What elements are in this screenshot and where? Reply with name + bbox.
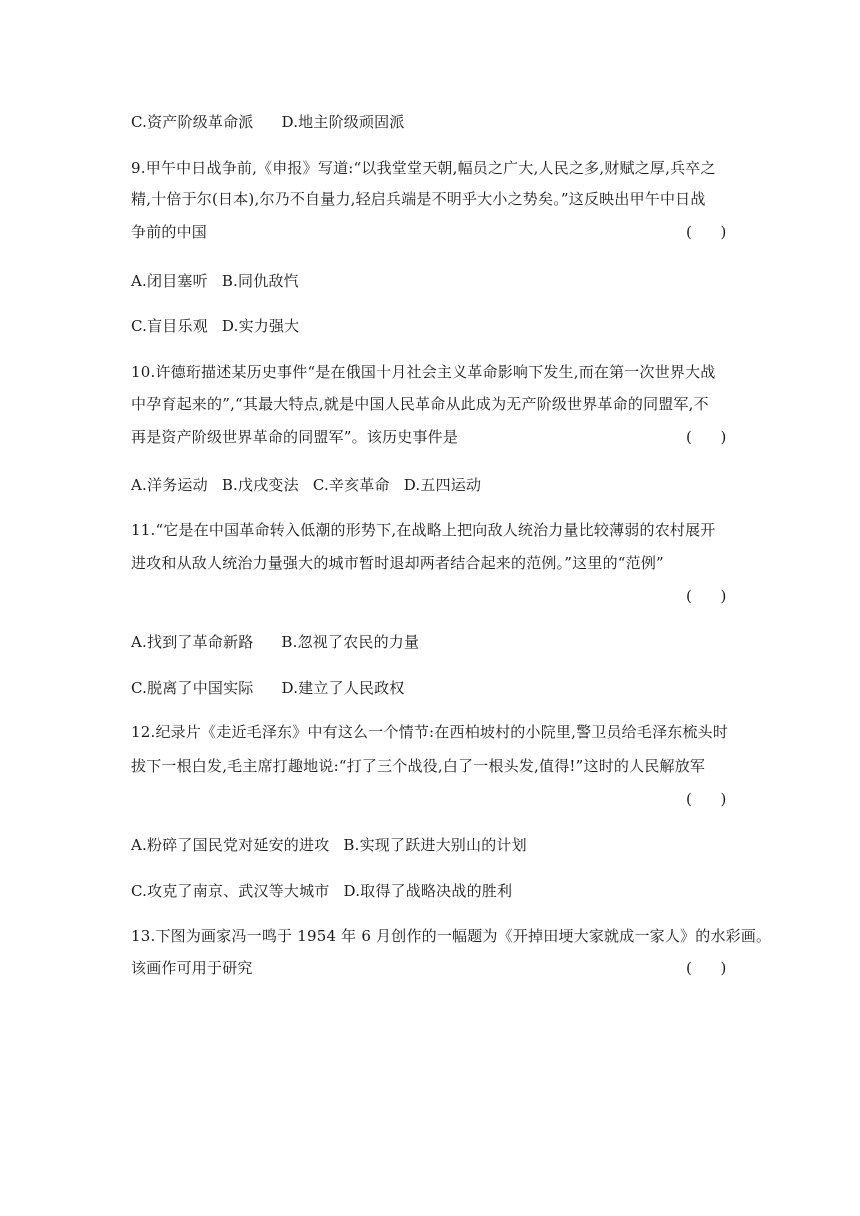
q9-options-row-2: [131, 315, 731, 337]
q9-option-b: B.同仇敌忾: [221, 272, 299, 290]
q10-option-a: A.洋务运动: [131, 476, 208, 494]
q12-option-a: A.粉碎了国民党对延安的进攻: [131, 836, 330, 854]
q11-option-d: D.建立了人民政权: [281, 679, 405, 697]
q11-stem-line-1: 11.“它是在中国革命转入低潮的形势下,在战略上把向敌人统治力量比较薄弱的农村展开: [131, 521, 716, 539]
q9-options-row-1: [131, 270, 731, 292]
q9-stem-line-2: 精,十倍于尔(日本),尔乃不自量力,轻启兵端是不明乎大小之势矣。”这反映出甲午中日战: [131, 190, 706, 208]
q11-options-row-2: [131, 677, 731, 699]
q13-stem-line-1: 13.下图为画家冯一鸣于 1954 年 6 月创作的一幅题为《开掉田埂大家就成一家人》的水彩画。: [131, 927, 772, 945]
q8-option-c: C.资产阶级革命派: [131, 113, 254, 131]
q10-answer-blank: ( ): [686, 428, 727, 446]
q9-stem-line-3: 争前的中国: [131, 223, 208, 241]
q12-option-b: B.实现了跃进大别山的计划: [343, 836, 527, 854]
q10-stem-line-1: 10.许德珩描述某历史事件“是在俄国十月社会主义革命影响下发生,而在第一次世界大战: [131, 363, 716, 381]
q8-option-d: D.地主阶级顽固派: [281, 113, 405, 131]
q12-stem-line-2: 拔下一根白发,毛主席打趣地说:“打了三个战役,白了一根头发,值得!”这时的人民解放军: [131, 757, 706, 775]
q12-options-row-1: [131, 834, 731, 856]
q10-options-row: [131, 474, 731, 496]
q10-option-b: B.戊戌变法: [221, 476, 299, 494]
q10-option-d: D.五四运动: [403, 476, 482, 494]
q10-stem-line-2: 中孕育起来的”,“其最大特点,就是中国人民革命从此成为无产阶级世界革命的同盟军,不: [131, 395, 709, 413]
q12-option-d: D.取得了战略决战的胜利: [343, 882, 513, 900]
q12-options-row-2: [131, 880, 731, 902]
q9-option-c: C.盲目乐观: [131, 317, 208, 335]
q8-options-row-2: [131, 111, 731, 133]
q9-answer-blank: ( ): [686, 223, 727, 241]
q11-option-b: B.忽视了农民的力量: [281, 633, 420, 651]
q11-stem-line-2: 进攻和从敌人统治力量强大的城市暂时退却两者结合起来的范例。”这里的“范例”: [131, 554, 664, 572]
q13-stem-line-2: 该画作可用于研究: [131, 959, 253, 977]
q10-stem-line-3: 再是资产阶级世界革命的同盟军”。该历史事件是: [131, 428, 459, 446]
q12-stem-line-1: 12.纪录片《走近毛泽东》中有这么一个情节:在西柏坡村的小院里,警卫员给毛泽东梳头时: [131, 723, 729, 741]
q11-option-a: A.找到了革命新路: [131, 633, 254, 651]
q11-answer-blank: ( ): [686, 587, 727, 605]
q9-option-d: D.实力强大: [221, 317, 300, 335]
q9-option-a: A.闭目塞听: [131, 272, 208, 290]
q12-option-c: C.攻克了南京、武汉等大城市: [131, 882, 330, 900]
q10-option-c: C.辛亥革命: [312, 476, 390, 494]
q12-answer-blank: ( ): [686, 790, 727, 808]
q13-answer-blank: ( ): [686, 959, 727, 977]
q9-stem-line-1: 9.甲午中日战争前,《申报》写道:“以我堂堂天朝,幅员之广大,人民之多,财赋之厚,兵卒之: [131, 159, 716, 177]
q11-options-row-1: [131, 631, 731, 653]
q11-option-c: C.脱离了中国实际: [131, 679, 254, 697]
